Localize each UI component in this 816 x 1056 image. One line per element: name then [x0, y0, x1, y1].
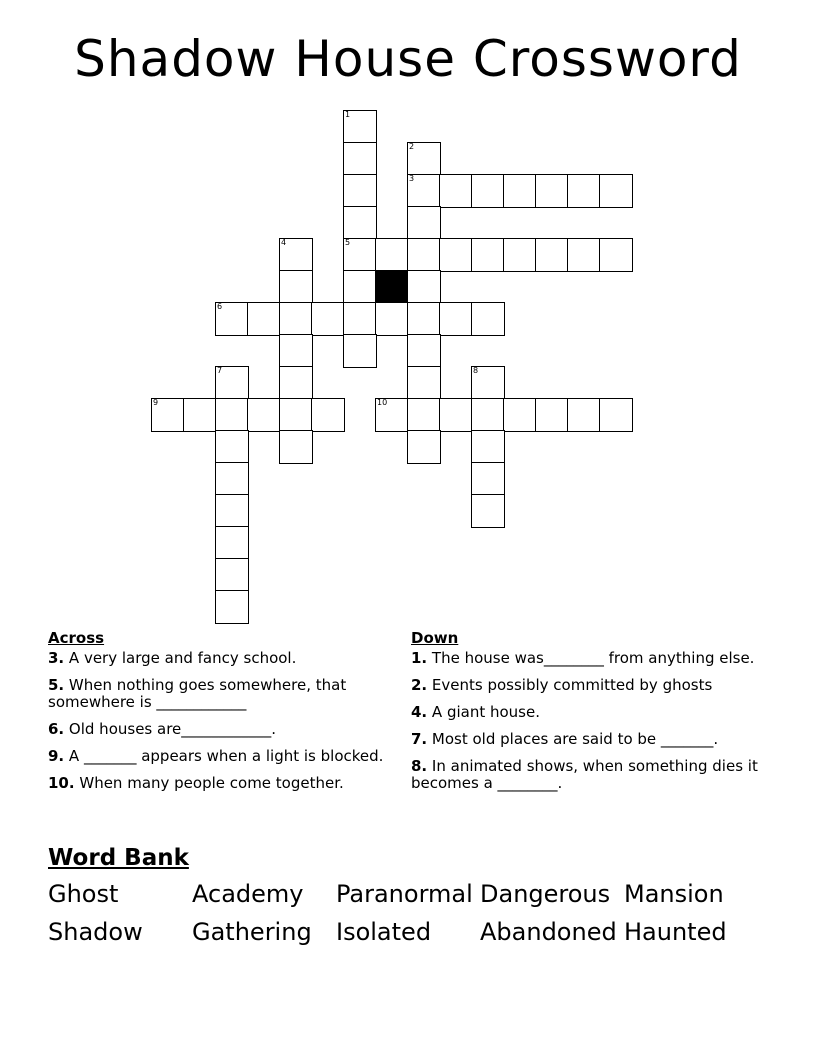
- grid-cell[interactable]: [343, 142, 377, 176]
- cell-number: 6: [217, 302, 223, 311]
- grid-cell[interactable]: [279, 270, 313, 304]
- word-bank-item: Dangerous: [480, 880, 611, 908]
- clue-text: Events possibly committed by ghosts: [431, 676, 713, 694]
- grid-cell[interactable]: [439, 302, 473, 336]
- grid-cell[interactable]: [471, 366, 505, 400]
- grid-cell[interactable]: [567, 174, 601, 208]
- grid-cell[interactable]: [471, 462, 505, 496]
- cell-number: 1: [345, 110, 351, 119]
- clue-text: When nothing goes somewhere, that somewhere is ____________: [48, 676, 347, 711]
- cell-number: 3: [409, 174, 415, 183]
- grid-cell[interactable]: [375, 398, 409, 432]
- word-bank-item: Isolated: [336, 918, 432, 946]
- grid-cell[interactable]: [183, 398, 217, 432]
- grid-cell[interactable]: [471, 238, 505, 272]
- grid-cell[interactable]: [375, 238, 409, 272]
- grid-cell[interactable]: [215, 558, 249, 592]
- grid-cell[interactable]: [503, 398, 537, 432]
- clue-text: In animated shows, when something dies it becomes a ________.: [411, 757, 758, 792]
- grid-cell[interactable]: [311, 302, 345, 336]
- grid-cell[interactable]: [343, 206, 377, 240]
- grid-cell[interactable]: [247, 302, 281, 336]
- grid-cell[interactable]: [279, 334, 313, 368]
- word-bank-item: Abandoned: [480, 918, 617, 946]
- clue-number: 4.: [411, 703, 428, 721]
- down-heading: Down: [411, 629, 459, 647]
- clue-number: 2.: [411, 676, 428, 694]
- grid-cell[interactable]: [407, 142, 441, 176]
- across-clue: [48, 650, 388, 667]
- word-bank: [48, 880, 768, 946]
- down-clue: [411, 704, 761, 721]
- across-clue: [48, 721, 388, 738]
- grid-cell[interactable]: [215, 590, 249, 624]
- grid-cell[interactable]: [471, 494, 505, 528]
- word-bank-item: Gathering: [192, 918, 312, 946]
- clue-text: A giant house.: [431, 703, 540, 721]
- grid-cell[interactable]: [311, 398, 345, 432]
- cell-number: 8: [473, 366, 479, 375]
- word-bank-item: Academy: [192, 880, 304, 908]
- grid-cell[interactable]: [151, 398, 185, 432]
- grid-cell[interactable]: [343, 334, 377, 368]
- grid-cell[interactable]: [279, 398, 313, 432]
- grid-cell[interactable]: [503, 174, 537, 208]
- word-bank-item: Ghost: [48, 880, 119, 908]
- grid-cell[interactable]: [471, 430, 505, 464]
- cell-number: 5: [345, 238, 351, 247]
- grid-cell[interactable]: [279, 366, 313, 400]
- grid-cell[interactable]: [279, 430, 313, 464]
- clue-number: 1.: [411, 649, 428, 667]
- grid-cell[interactable]: [215, 462, 249, 496]
- grid-cell[interactable]: [407, 302, 441, 336]
- clue-text: A very large and fancy school.: [68, 649, 297, 667]
- clue-text: The house was________ from anything else.: [431, 649, 755, 667]
- clue-number: 8.: [411, 757, 428, 775]
- grid-cell[interactable]: [407, 238, 441, 272]
- clue-number: 6.: [48, 720, 65, 738]
- grid-cell[interactable]: [599, 174, 633, 208]
- across-clue: [48, 677, 388, 711]
- grid-cell[interactable]: [407, 334, 441, 368]
- grid-cell[interactable]: [471, 398, 505, 432]
- grid-cell[interactable]: [343, 110, 377, 144]
- clue-number: 10.: [48, 774, 75, 792]
- down-clues: [411, 630, 761, 802]
- cell-number: 7: [217, 366, 223, 375]
- down-clue: [411, 650, 761, 667]
- grid-cell[interactable]: [535, 398, 569, 432]
- grid-cell[interactable]: [471, 174, 505, 208]
- grid-cell[interactable]: [567, 238, 601, 272]
- grid-cell[interactable]: [215, 302, 249, 336]
- down-clue: [411, 731, 761, 748]
- clue-number: 5.: [48, 676, 65, 694]
- grid-cell[interactable]: [407, 270, 441, 304]
- grid-cell[interactable]: [343, 302, 377, 336]
- grid-cell[interactable]: [407, 366, 441, 400]
- clue-number: 3.: [48, 649, 65, 667]
- grid-cell[interactable]: [407, 206, 441, 240]
- word-bank-item: Haunted: [624, 918, 727, 946]
- cell-number: 2: [409, 142, 415, 151]
- grid-cell[interactable]: [407, 430, 441, 464]
- word-bank-heading: Word Bank: [48, 845, 189, 871]
- grid-cell[interactable]: [279, 302, 313, 336]
- grid-cell[interactable]: [343, 238, 377, 272]
- clue-number: 7.: [411, 730, 428, 748]
- grid-cell[interactable]: [215, 430, 249, 464]
- grid-cell[interactable]: [247, 398, 281, 432]
- across-clue: [48, 775, 388, 792]
- grid-cell[interactable]: [439, 238, 473, 272]
- grid-cell[interactable]: [503, 238, 537, 272]
- clue-text: A _______ appears when a light is blocked.: [68, 747, 384, 765]
- across-heading: Across: [48, 629, 105, 647]
- word-bank-item: Mansion: [624, 880, 724, 908]
- down-clue: [411, 758, 761, 792]
- grid-cell[interactable]: [599, 238, 633, 272]
- clue-number: 9.: [48, 747, 65, 765]
- grid-cell[interactable]: [279, 238, 313, 272]
- grid-cell[interactable]: [439, 174, 473, 208]
- across-clue: [48, 748, 388, 765]
- grid-cell[interactable]: [215, 398, 249, 432]
- cell-number: 9: [153, 398, 159, 407]
- grid-cell[interactable]: [599, 398, 633, 432]
- grid-cell[interactable]: [215, 494, 249, 528]
- grid-cell[interactable]: [567, 398, 601, 432]
- grid-cell[interactable]: [343, 174, 377, 208]
- cell-number: 4: [281, 238, 287, 247]
- word-bank-item: Shadow: [48, 918, 143, 946]
- grid-cell[interactable]: [375, 302, 409, 336]
- grid-cell[interactable]: [343, 270, 377, 304]
- grid-cell[interactable]: [535, 174, 569, 208]
- page-title: Shadow House Crossword: [74, 30, 742, 88]
- clue-text: Old houses are____________.: [68, 720, 277, 738]
- grid-cell[interactable]: [215, 366, 249, 400]
- cell-number: 10: [377, 398, 388, 407]
- grid-cell[interactable]: [407, 174, 441, 208]
- grid-cell[interactable]: [439, 398, 473, 432]
- across-clues: [48, 630, 388, 802]
- word-bank-item: Paranormal: [336, 880, 473, 908]
- clue-text: Most old places are said to be _______.: [431, 730, 719, 748]
- clue-text: When many people come together.: [79, 774, 344, 792]
- grid-block: [375, 270, 409, 304]
- grid-cell[interactable]: [407, 398, 441, 432]
- grid-cell[interactable]: [535, 238, 569, 272]
- grid-cell[interactable]: [471, 302, 505, 336]
- grid-cell[interactable]: [215, 526, 249, 560]
- down-clue: [411, 677, 761, 694]
